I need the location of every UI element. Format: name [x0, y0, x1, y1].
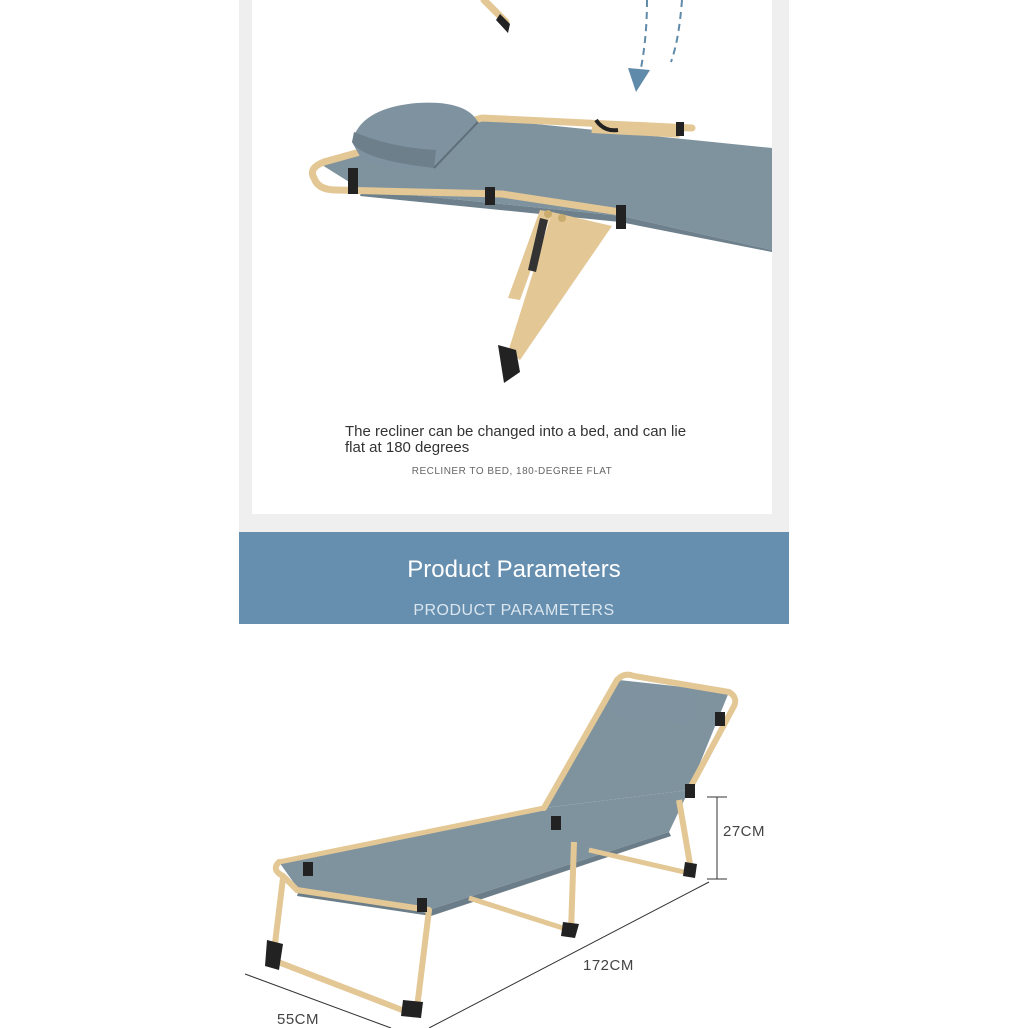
feature-caption-sub: RECLINER TO BED, 180-DEGREE FLAT — [411, 466, 613, 477]
product-detail-column — [239, 0, 789, 1028]
banner-subtitle: PRODUCT PARAMETERS — [413, 602, 615, 619]
dimension-height: 27CM — [723, 823, 766, 840]
feature-panel-inner — [252, 0, 772, 514]
section-banner — [239, 532, 789, 624]
feature-caption: The recliner can be changed into a bed, and can lie flat at 180 degrees — [345, 423, 687, 456]
flat-bed-photo — [252, 0, 772, 400]
dimension-length: 172CM — [583, 957, 634, 974]
dimension-width: 55CM — [277, 1011, 320, 1028]
lounger-dimension-photo — [239, 640, 789, 1028]
feature-panel — [239, 0, 789, 532]
banner-title: Product Parameters — [407, 556, 621, 583]
